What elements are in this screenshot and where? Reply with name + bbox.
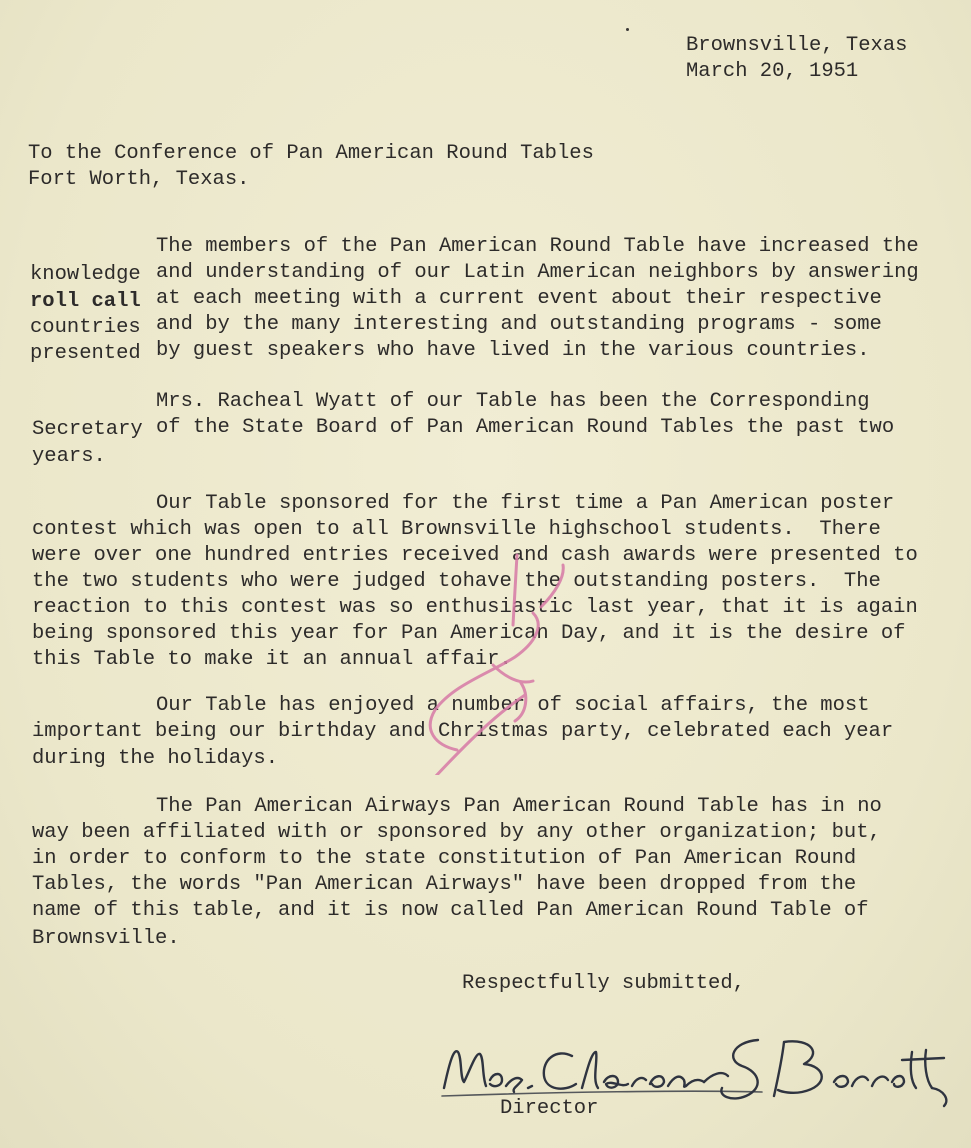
- p5-line-3: in order to conform to the state constitution of Pan American Round: [32, 847, 857, 870]
- p3-line-6: being sponsored this year for Pan American Day, and it is the desire of: [32, 622, 906, 645]
- p1-line-1: The members of the Pan American Round Table have increased the: [156, 235, 919, 258]
- p5-line-1: The Pan American Airways Pan American Round Table has in no: [156, 795, 882, 818]
- p1-line-3: at each meeting with a current event about their respective: [156, 287, 882, 310]
- p1-side-label-3: countries: [30, 316, 141, 339]
- p5-line-4: Tables, the words "Pan American Airways" have been dropped from the: [32, 873, 857, 896]
- p2-line-2: of the State Board of Pan American Round Tables the past two: [156, 416, 895, 439]
- p5-line-5: name of this table, and it is now called Pan American Round Table of: [32, 899, 869, 922]
- p4-line-2: important being our birthday and Christmas party, celebrated each year: [32, 720, 894, 743]
- p3-line-4: the two students who were judged tohave the outstanding posters. The: [32, 570, 881, 593]
- p2-side-label-1: Secretary: [32, 418, 143, 441]
- signer-title: Director: [500, 1097, 599, 1120]
- p1-line-2: and understanding of our Latin American neighbors by answering: [156, 261, 919, 284]
- p3-line-3: were over one hundred entries received and cash awards were presented to: [32, 544, 918, 567]
- closing: Respectfully submitted,: [462, 972, 745, 995]
- p3-line-1: Our Table sponsored for the first time a Pan American poster: [156, 492, 895, 515]
- p1-side-label-1: knowledge: [30, 263, 141, 286]
- p1-side-label-4: presented: [30, 342, 141, 365]
- p3-line-2: contest which was open to all Brownsville highschool students. There: [32, 518, 881, 541]
- p1-side-label-2: roll call: [30, 290, 141, 313]
- ink-speck: [626, 28, 629, 31]
- p2-line-3: years.: [32, 445, 106, 468]
- letter-place: Brownsville, Texas: [686, 34, 908, 57]
- pink-pencil-mark-icon: [395, 545, 585, 775]
- addressee-line-1: To the Conference of Pan American Round Tables: [28, 142, 594, 165]
- p4-line-1: Our Table has enjoyed a number of social affairs, the most: [156, 694, 870, 717]
- p5-line-6: Brownsville.: [32, 927, 180, 950]
- addressee-line-2: Fort Worth, Texas.: [28, 168, 250, 191]
- p5-line-2: way been affiliated with or sponsored by any other organization; but,: [32, 821, 881, 844]
- p1-line-4: and by the many interesting and outstanding programs - some: [156, 313, 882, 336]
- letter-date: March 20, 1951: [686, 60, 859, 83]
- p4-line-3: during the holidays.: [32, 747, 279, 770]
- p3-line-5: reaction to this contest was so enthusiastic last year, that it is again: [32, 596, 918, 619]
- p3-line-7: this Table to make it an annual affair.: [32, 648, 512, 671]
- p2-line-1: Mrs. Racheal Wyatt of our Table has been the Corresponding: [156, 390, 870, 413]
- p1-line-5: by guest speakers who have lived in the various countries.: [156, 339, 870, 362]
